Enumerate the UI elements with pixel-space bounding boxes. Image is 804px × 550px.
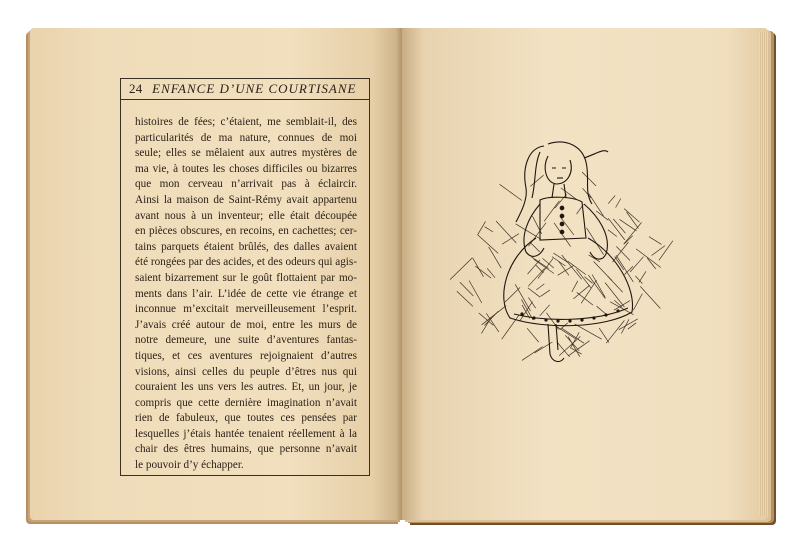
text-line: J’avais créé autour de moi, entre les murs de bbox=[135, 318, 357, 331]
running-head bbox=[129, 81, 357, 99]
text-line: visions, ainsi celles du peuple d’êtres nus qui bbox=[135, 365, 357, 378]
text-line: le pouvoir d’y échapper. bbox=[135, 459, 244, 472]
running-head-title: ENFANCE D’UNE COURTISANE bbox=[152, 81, 357, 96]
header-rule bbox=[121, 99, 369, 100]
text-line: avant nous à un inventeur; elle était découpée bbox=[135, 209, 357, 222]
text-line: compris que cette dernière imagination n’avait bbox=[135, 396, 357, 409]
text-line: tiques, et ces aventures rejoignaient d’autres bbox=[135, 349, 357, 362]
text-line: tains parquets étaient brûlés, des dalles avaient bbox=[135, 240, 357, 253]
text-line: Ainsi la maison de Saint-Rémy avait appartenu bbox=[135, 193, 357, 206]
text-line: notre demeure, une suite d’aventures fantas- bbox=[135, 334, 357, 347]
text-line: seule; elles se mêlaient aux autres mystères de bbox=[135, 147, 357, 160]
page-number: 24 bbox=[129, 81, 143, 96]
text-frame bbox=[120, 78, 370, 476]
text-line: inconnue m’excitait merveilleusement l’esprit. bbox=[135, 303, 357, 316]
text-line: histoires de fées; c’étaient, me semblait-il, des bbox=[135, 116, 357, 128]
text-line: ments dans l’air. L’idée de cette vie étrange et bbox=[135, 287, 357, 300]
text-line: ma vie, à toutes les choses difficiles ou bizarres bbox=[135, 162, 357, 175]
text-line: été rongées par des acides, et des odeurs qui agis- bbox=[135, 256, 357, 269]
text-line: particularités de ma nature, connues de moi bbox=[135, 131, 357, 144]
illustration-sketch-icon bbox=[436, 118, 676, 378]
text-line: couraient les uns vers les autres. Et, un jour, je bbox=[135, 381, 357, 394]
left-page bbox=[30, 28, 402, 520]
text-line: en pièces obscures, en recoins, en cachettes; cer- bbox=[135, 225, 357, 238]
page-edges bbox=[759, 32, 769, 516]
body-text bbox=[135, 115, 357, 474]
text-line: lesquelles j’étais hantée tenaient réellement à la bbox=[135, 427, 357, 440]
text-line: rien de fabuleux, que toutes ces pensées par bbox=[135, 412, 357, 425]
text-line: que mon cerveau n’arrivait pas à éclaircir. bbox=[135, 178, 357, 191]
text-line: chair des êtres humains, que personne n’avait bbox=[135, 443, 357, 456]
text-line: saient bizarrement sur le goût flottaient par mo- bbox=[135, 271, 357, 284]
